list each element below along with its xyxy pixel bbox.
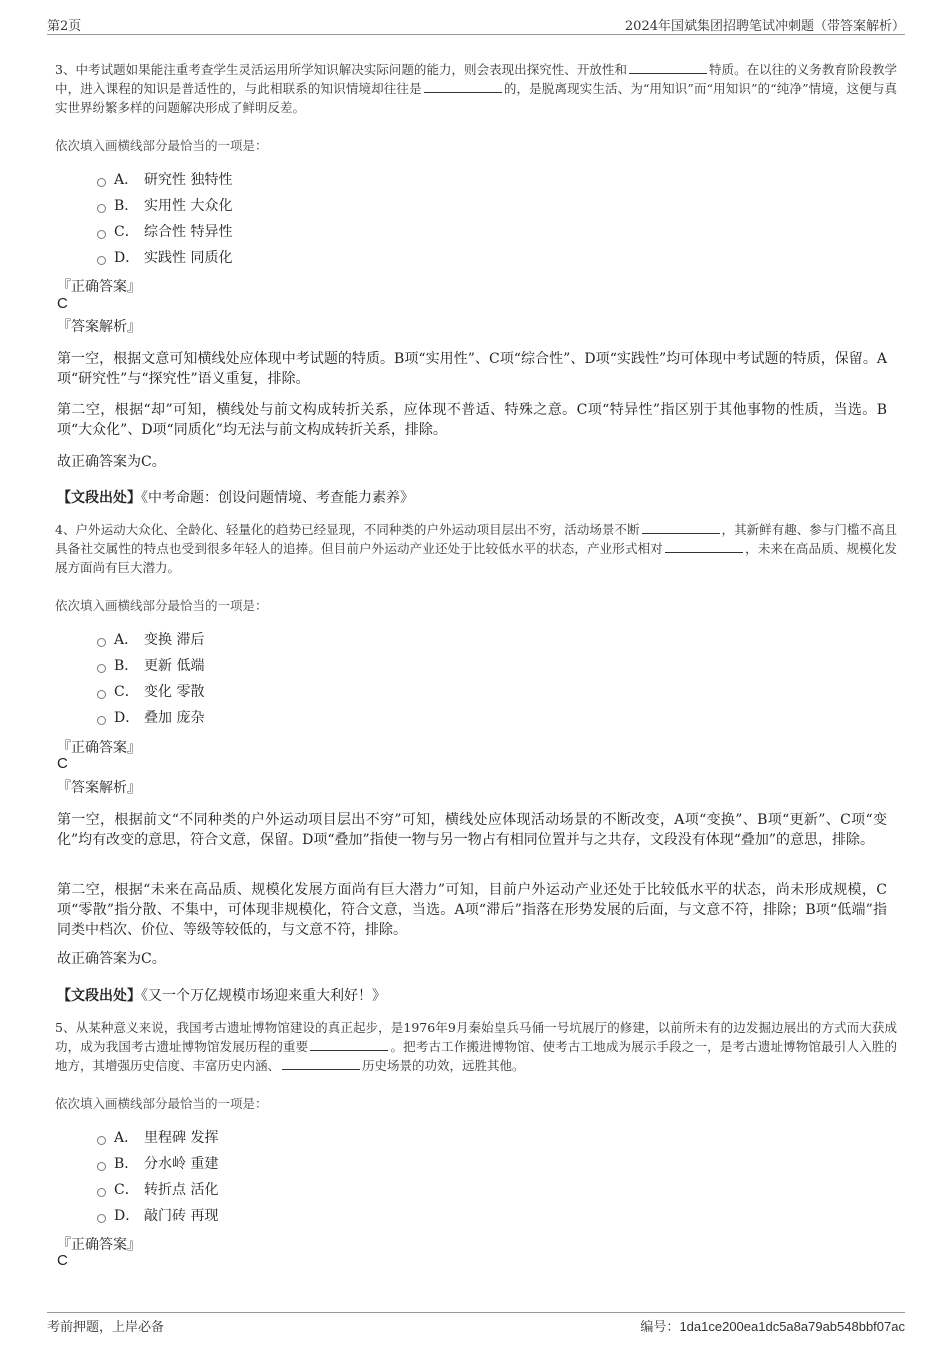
- answer-value: C: [57, 1252, 68, 1269]
- page-footer: [47, 1312, 905, 1337]
- radio-icon[interactable]: [97, 230, 106, 239]
- option-d[interactable]: D． 敲门砖 再现: [97, 1202, 218, 1228]
- radio-icon[interactable]: [97, 690, 106, 699]
- option-c[interactable]: C． 变化 零散: [97, 678, 204, 704]
- option-a[interactable]: A． 变换 滞后: [97, 626, 204, 652]
- option-c[interactable]: C． 综合性 特异性: [97, 218, 232, 244]
- blank: [629, 61, 707, 74]
- option-d[interactable]: D． 叠加 庞杂: [97, 704, 204, 730]
- blank: [282, 1057, 360, 1070]
- answer-value: C: [57, 755, 68, 772]
- analysis-paragraph: 第一空，根据前文“不同种类的户外运动项目层出不穷”可知，横线处应体现活动场景的不断改变，A项“变换”、B项“更新”、C项“变化”均有改变的意思，符合文意，保留。D项“叠加”指使一物与另一物占有相同位置并与之共存，文段没有体现“叠加”的意思，排除。: [57, 812, 887, 848]
- analysis-label: 『答案解析』: [57, 319, 141, 335]
- blank: [665, 540, 743, 553]
- option-a[interactable]: A． 研究性 独特性: [97, 166, 232, 192]
- analysis-conclusion: 故正确答案为C。: [57, 454, 166, 470]
- document-code: 编号：1da1ce200ea1dc5a8a79ab548bbf07ac: [640, 1319, 905, 1335]
- analysis-paragraph: 第二空，根据“未来在高品质、规模化发展方面尚有巨大潜力”可知，目前户外运动产业还处于比较低水平的状态，尚未形成规模，C项“零散”指分散、不集中，可体现非规模化，符合文意，当选。A项“滞后”指落在形势发展的后面，与文意不符，排除；B项“低端”指同类中档次、价位、等级等较低的，与文意不符，排除。: [57, 882, 887, 938]
- question-5-instruction: 依次填入画横线部分最恰当的一项是：: [55, 1096, 268, 1111]
- question-3-stem: 3、中考试题如果能注重考查学生灵活运用所学知识解决实际问题的能力，则会表现出探究性、开放性和 特质。在以往的义务教育阶段教学中，进入课程的知识是普适性的，与此相联系的知识情境却往往是 的，是脱离现实生活、为“用知识”而“用知识”的“纯净”情境，这便与真实世界纷繁多样的问题解决形成了鲜明反差。: [55, 62, 897, 115]
- question-4-instruction: 依次填入画横线部分最恰当的一项是：: [55, 598, 268, 613]
- document-title: 2024年国斌集团招聘笔试冲刺题（带答案解析）: [624, 19, 905, 34]
- radio-icon[interactable]: [97, 664, 106, 673]
- source-line: 【文段出处】《又一个万亿规模市场迎来重大利好！》: [57, 988, 386, 1004]
- radio-icon[interactable]: [97, 716, 106, 725]
- option-c[interactable]: C． 转折点 活化: [97, 1176, 218, 1202]
- radio-icon[interactable]: [97, 1136, 106, 1145]
- blank: [310, 1038, 388, 1051]
- answer-label: 『正确答案』: [57, 279, 141, 295]
- radio-icon[interactable]: [97, 178, 106, 187]
- blank: [424, 80, 502, 93]
- analysis-paragraph: 第一空，根据文意可知横线处应体现中考试题的特质。B项“实用性”、C项“综合性”、D项“实践性”均可体现中考试题的特质，保留。A项“研究性”与“探究性”语义重复，排除。: [57, 351, 887, 387]
- option-b[interactable]: B． 更新 低端: [97, 652, 204, 678]
- answer-value: C: [57, 295, 68, 312]
- question-4-options: [97, 626, 204, 730]
- option-b[interactable]: B． 分水岭 重建: [97, 1150, 218, 1176]
- page-number: 第2页: [47, 19, 82, 34]
- radio-icon[interactable]: [97, 1162, 106, 1171]
- option-b[interactable]: B． 实用性 大众化: [97, 192, 232, 218]
- option-d[interactable]: D． 实践性 同质化: [97, 244, 232, 270]
- analysis-conclusion: 故正确答案为C。: [57, 951, 166, 967]
- answer-label: 『正确答案』: [57, 740, 141, 756]
- option-a[interactable]: A． 里程碑 发挥: [97, 1124, 218, 1150]
- blank: [642, 521, 720, 534]
- question-5-stem: 5、从某种意义来说，我国考古遗址博物馆建设的真正起步，是1976年9月秦始皇兵马俑一号坑展厅的修建，以前所未有的边发掘边展出的方式而大获成功，成为我国考古遗址博物馆发展历程的重要 。把考古工作搬进博物馆、使考古工地成为展示手段之一，是考古遗址博物馆最引人入胜的地方，其增强历史信度、丰富历史内涵、 历史场景的功效，远胜其他。: [55, 1020, 897, 1073]
- radio-icon[interactable]: [97, 256, 106, 265]
- footer-slogan: 考前押题，上岸必备: [47, 1320, 165, 1335]
- question-3-instruction: 依次填入画横线部分最恰当的一项是：: [55, 138, 268, 153]
- question-5-options: [97, 1124, 218, 1228]
- analysis-label: 『答案解析』: [57, 780, 141, 796]
- analysis-paragraph: 第二空，根据“却”可知，横线处与前文构成转折关系，应体现不普适、特殊之意。C项“特异性”指区别于其他事物的性质，当选。B项“大众化”、D项“同质化”均无法与前文构成转折关系，排除。: [57, 402, 887, 438]
- question-4-stem: 4、户外运动大众化、全龄化、轻量化的趋势已经显现，不同种类的户外运动项目层出不穷，活动场景不断 ，其新鲜有趣、参与门槛不高且具备社交属性的特点也受到很多年轻人的追捧。但目前户外运动产业还处于比较低水平的状态，产业形式相对 ，未来在高品质、规模化发展方面尚有巨大潜力。: [55, 522, 897, 575]
- page-header: [47, 12, 905, 35]
- radio-icon[interactable]: [97, 638, 106, 647]
- radio-icon[interactable]: [97, 1214, 106, 1223]
- question-3-options: [97, 166, 232, 270]
- answer-label: 『正确答案』: [57, 1237, 141, 1253]
- radio-icon[interactable]: [97, 1188, 106, 1197]
- source-line: 【文段出处】《中考命题：创设问题情境、考查能力素养》: [57, 490, 414, 506]
- radio-icon[interactable]: [97, 204, 106, 213]
